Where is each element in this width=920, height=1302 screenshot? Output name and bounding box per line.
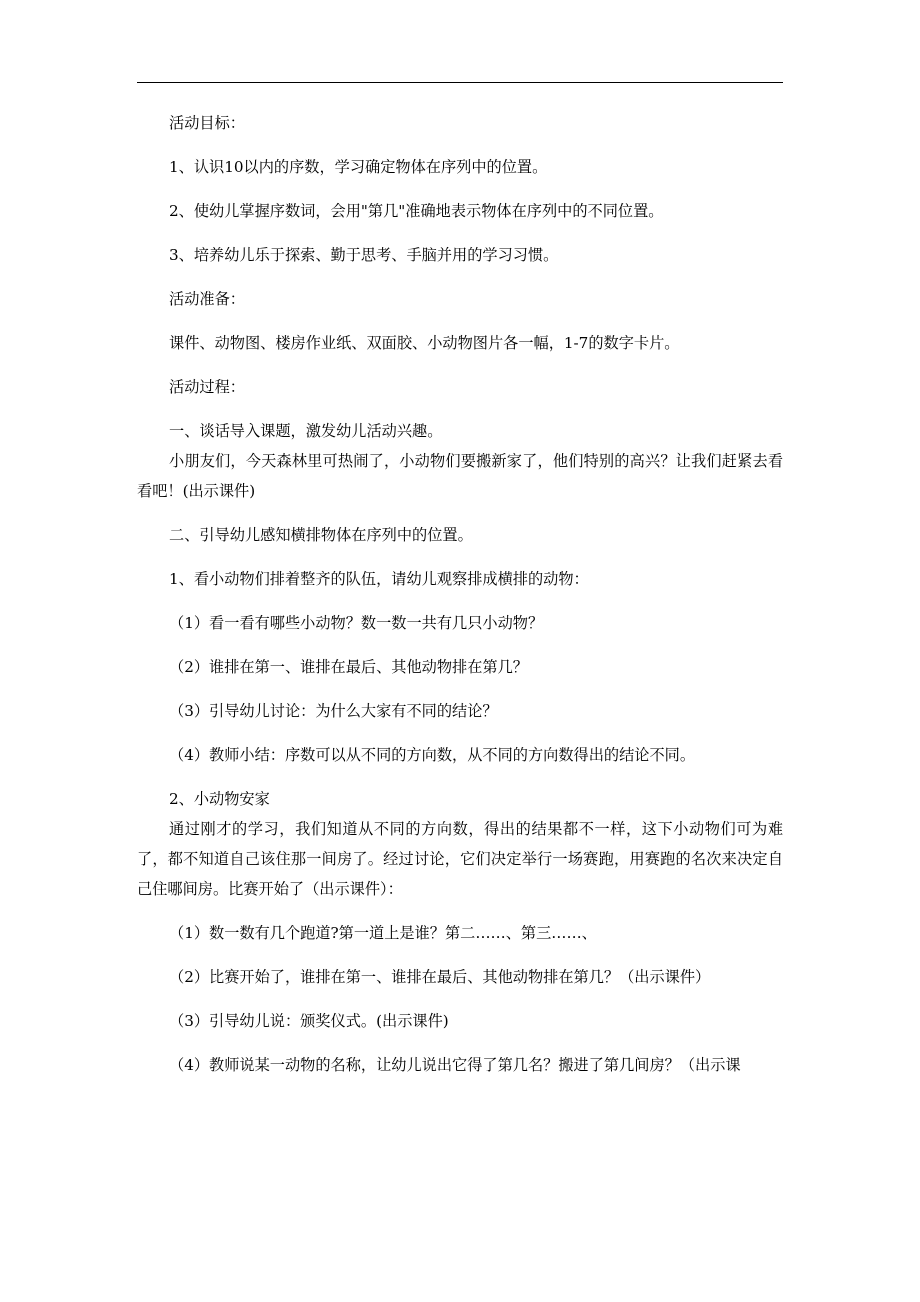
process-subitem-4: （4）教师小结：序数可以从不同的方向数，从不同的方向数得出的结论不同。 (169, 746, 696, 764)
process-step-1-text: 小朋友们，今天森林里可热闹了，小动物们要搬新家了，他们特别的高兴？让我们赶紧去看看吧！(出示课件) (137, 452, 783, 500)
goal-item-1: 1、认识10以内的序数，学习确定物体在序列中的位置。 (169, 158, 548, 176)
process-step-2-item-1: 1、看小动物们排着整齐的队伍，请幼儿观察排成横排的动物： (169, 570, 589, 588)
goal-item-2: 2、使幼儿掌握序数词，会用"第几"准确地表示物体在序列中的不同位置。 (169, 202, 664, 220)
process-subitem-1: （1）看一看有哪些小动物？数一数一共有几只小动物？ (169, 614, 544, 632)
header-rule (137, 82, 783, 83)
process-subitem-3: （3）引导幼儿讨论：为什么大家有不同的结论？ (169, 702, 498, 720)
race-subitem-3: （3）引导幼儿说：颁奖仪式。(出示课件) (169, 1012, 449, 1030)
document-body (137, 108, 783, 1080)
process-subitem-2: （2）谁排在第一、谁排在最后、其他动物排在第几？ (169, 658, 528, 676)
section-heading-process: 活动过程： (169, 378, 245, 396)
preparation-text: 课件、动物图、楼房作业纸、双面胶、小动物图片各一幅，1-7的数字卡片。 (169, 334, 680, 352)
section-heading-preparation: 活动准备： (169, 290, 245, 308)
race-intro-text: 通过刚才的学习，我们知道从不同的方向数，得出的结果都不一样，这下小动物们可为难了，都不知道自己该住那一间房了。经过讨论，它们决定举行一场赛跑，用赛跑的名次来决定自己住哪间房。比赛开始了（出示课件）： (137, 820, 783, 898)
section-heading-goals: 活动目标： (169, 114, 245, 132)
process-step-2-item-2: 2、小动物安家 (169, 790, 270, 808)
race-subitem-1: （1）数一数有几个跑道?第一道上是谁？第二……、第三……、 (169, 924, 597, 942)
goal-item-3: 3、培养幼儿乐于探索、勤于思考、手脑并用的学习习惯。 (169, 246, 559, 264)
process-step-2-heading: 二、引导幼儿感知横排物体在序列中的位置。 (169, 526, 473, 544)
race-subitem-4: （4）教师说某一动物的名称，让幼儿说出它得了第几名？搬进了第几间房？（出示课 (169, 1056, 741, 1074)
race-subitem-2: （2）比赛开始了，谁排在第一、谁排在最后、其他动物排在第几？（出示课件） (169, 968, 711, 986)
process-step-1-heading: 一、谈话导入课题，激发幼儿活动兴趣。 (169, 422, 443, 440)
